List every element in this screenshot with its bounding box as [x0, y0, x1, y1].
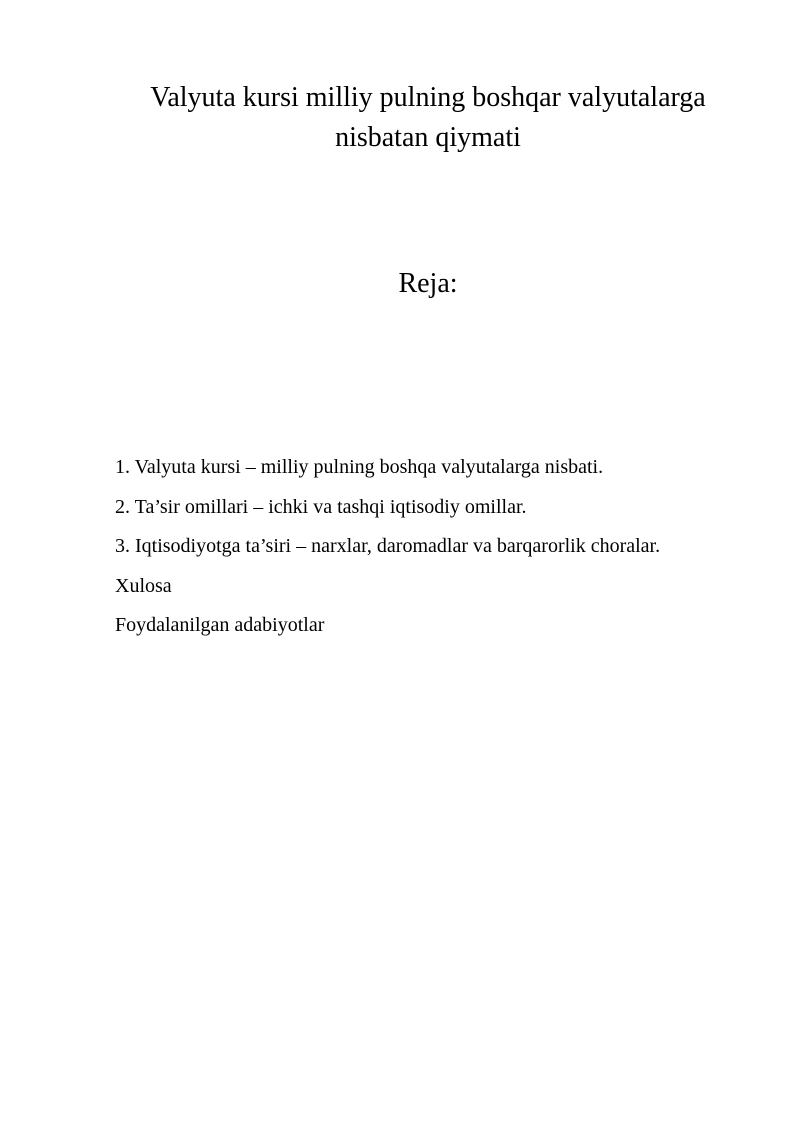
plan-heading: Reja: [398, 268, 458, 299]
plan-item-1: 1. Valyuta kursi – milliy pulning boshqa valyutalarga nisbati. [115, 456, 604, 478]
plan-item-references: Foydalanilgan adabiyotlar [115, 614, 325, 636]
plan-item-2: 2. Ta’sir omillari – ichki va tashqi iqtisodiy omillar. [115, 495, 527, 518]
plan-item-3: 3. Iqtisodiyotga ta’siri – narxlar, daromadlar va barqarorlik choralar. [115, 535, 661, 557]
document-title: Valyuta kursi milliy pulning boshqar valyutalarga nisbatan qiymati [150, 82, 706, 153]
plan-item-conclusion: Xulosa [115, 574, 172, 597]
plan-list [115, 455, 755, 653]
